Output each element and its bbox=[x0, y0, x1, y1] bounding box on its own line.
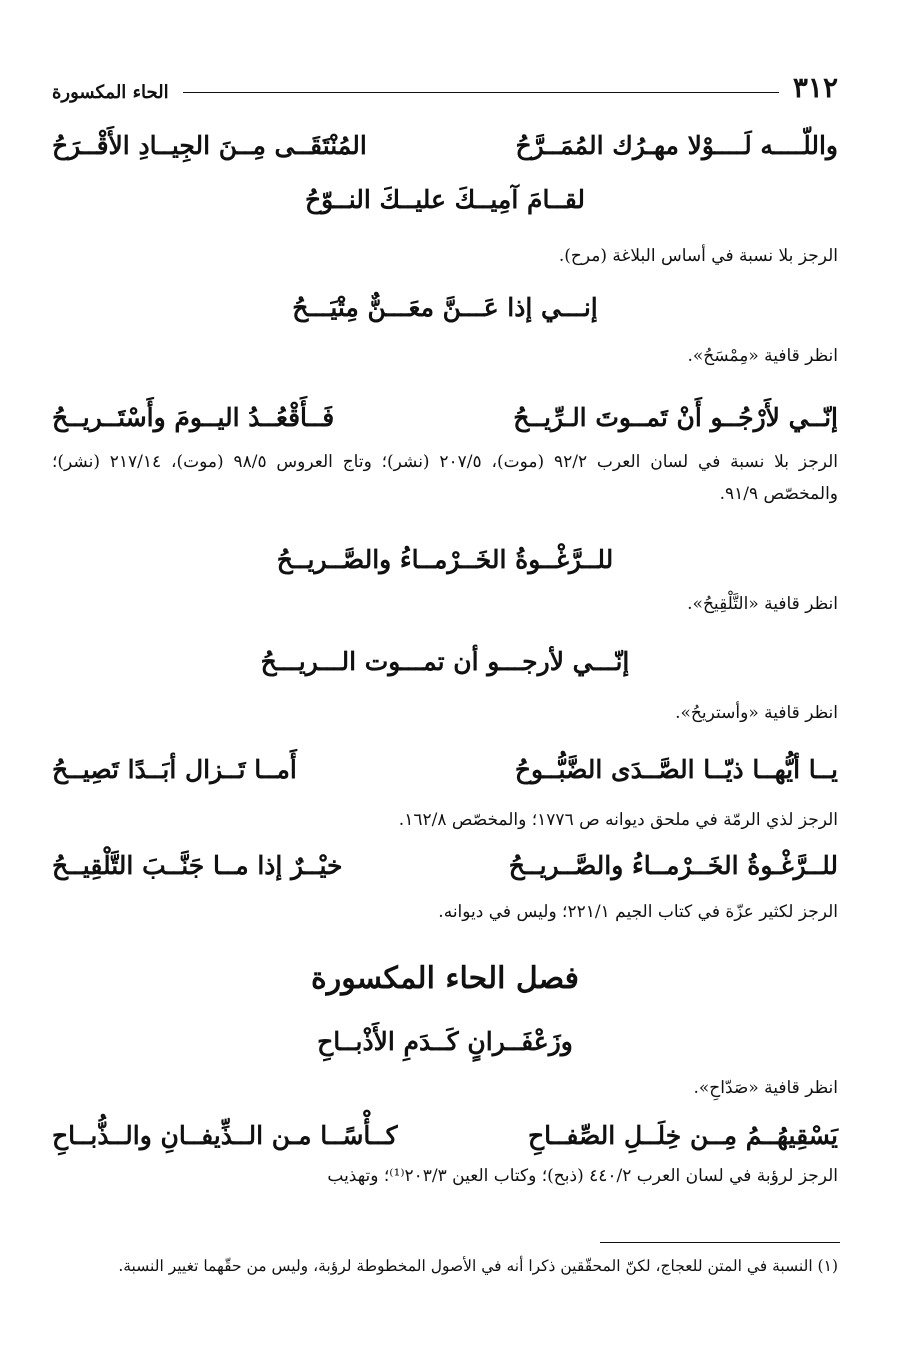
footnote: (١) النسبة في المتن للعجاج، لكنّ المحقّقين ذكرا أنه في الأصول المخطوطة لرؤبة، وليس من حقّهما تغيير النسبة. bbox=[118, 1257, 838, 1275]
running-header bbox=[52, 62, 838, 112]
note-line: انظر قافية «مِمْسَحُ». bbox=[687, 346, 838, 366]
page-number: ٣١٢ bbox=[792, 70, 838, 104]
note-line: انظر قافية «صَدّاحِ». bbox=[693, 1078, 838, 1098]
verse-single: إنّـــي لأرجـــو أن تمـــوت الـــريـــحُ bbox=[260, 647, 630, 676]
note-paragraph: الرجز بلا نسبة في لسان العرب ٩٢/٢ (موت)، ٢٠٧/٥ (نشر)؛ وتاج العروس ٩٨/٥ (موت)، ٢١٧/١٤ (نشر)؛ والمخصّص ٩١/٩. bbox=[52, 452, 839, 504]
hemistich-left: خيْــرٌ إذا مــا جَنَّــبَ التَّلْقِيــحُ bbox=[52, 851, 343, 880]
hemistich-right: يَسْقِيهُــمُ مِــن خِلَــلِ الصِّفــاحِ bbox=[527, 1121, 838, 1150]
hemistich-left: فَــأَقْعُــدُ اليــومَ وأَسْتَــريــحُ bbox=[52, 403, 335, 432]
hemistich-right: يــا أيُّهــا ذيّــا الصَّــدَى الضَّبُّــوحُ bbox=[514, 755, 838, 784]
note-line: الرجز لذي الرمّة في ملحق ديوانه ص ١٧٧٦؛ والمخصّص ١٦٢/٨. bbox=[398, 810, 838, 830]
verse-single: للــرَّغْــوةُ الخَــرْمــاءُ والصَّــريــحُ bbox=[276, 545, 614, 574]
verse-couplet bbox=[52, 846, 838, 886]
verse-couplet bbox=[52, 1116, 838, 1156]
footnote-rule bbox=[600, 1242, 840, 1243]
section-heading: فصل الحاء المكسورة bbox=[311, 961, 579, 996]
hemistich-left: المُنْتَقَــى مِــنَ الجِيــادِ الأَقْــرَحُ bbox=[52, 131, 367, 160]
hemistich-left: كــأْسًــا مـن الــذِّيفــانِ والــذُّبــاحِ bbox=[52, 1121, 398, 1150]
note-line: الرجز بلا نسبة في أساس البلاغة (مرح). bbox=[558, 246, 838, 266]
page bbox=[52, 62, 838, 112]
note-line: الرجز لرؤبة في لسان العرب ٤٤٠/٢ (ذبح)؛ وكتاب العين ٢٠٣/٣⁽¹⁾؛ وتهذيب bbox=[327, 1166, 838, 1186]
verse-single: لقــامَ آمِيــكَ عليــكَ النــوّحُ bbox=[305, 185, 585, 214]
verse-couplet bbox=[52, 126, 838, 166]
header-rule bbox=[183, 92, 779, 93]
note-line: انظر قافية «التَّلْقِيحُ». bbox=[687, 594, 838, 614]
running-title: الحاء المكسورة bbox=[52, 81, 169, 103]
hemistich-right: للــرَّغْـوةُ الخَــرْمــاءُ والصَّــريــحُ bbox=[508, 851, 838, 880]
verse-single: إنـــي إذا عَـــنَّ معَـــنٌّ مِتْيَـــحُ bbox=[292, 293, 598, 322]
verse-couplet bbox=[52, 750, 838, 790]
verse-single: وزَعْفَــرانٍ كَــدَمِ الأَذْبــاحِ bbox=[317, 1027, 573, 1056]
hemistich-left: أَمــا تَــزال أبَــدًا تَصِيــحُ bbox=[52, 755, 297, 784]
note-line: انظر قافية «وأستريحُ». bbox=[675, 703, 838, 723]
note-line: الرجز لكثير عزّة في كتاب الجيم ٢٢١/١؛ وليس في ديوانه. bbox=[438, 902, 838, 922]
hemistich-right: إنّــي لأَرْجُــو أَنْ تَمــوتَ الـرِّيــحُ bbox=[513, 403, 838, 432]
hemistich-right: واللّــــه لَــــوْلا مهـرُك المُمَــرَّحُ bbox=[515, 131, 838, 160]
verse-couplet bbox=[52, 398, 838, 438]
